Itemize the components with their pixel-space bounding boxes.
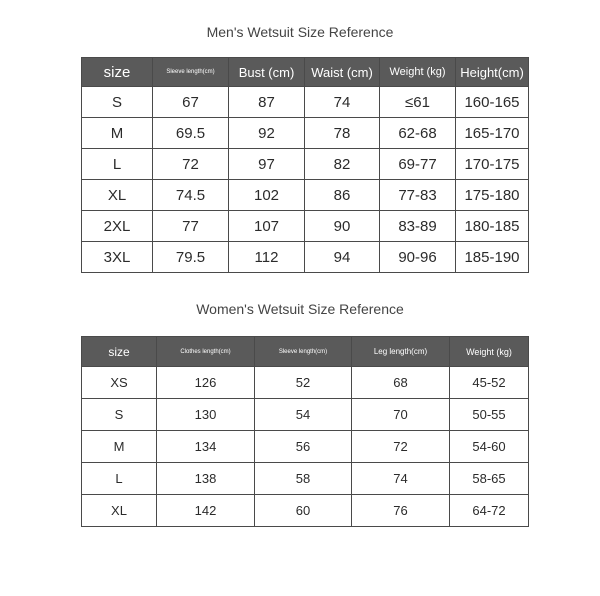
value-cell: 64-72 [450, 495, 529, 527]
header-cell: Height(cm) [456, 58, 529, 87]
value-cell: 102 [229, 180, 305, 211]
size-cell: XL [82, 495, 157, 527]
value-cell: 97 [229, 149, 305, 180]
header-cell: Waist (cm) [305, 58, 380, 87]
value-cell: ≤61 [380, 87, 456, 118]
value-cell: 185-190 [456, 242, 529, 273]
value-cell: 165-170 [456, 118, 529, 149]
table-row [82, 87, 529, 118]
table-row [82, 180, 529, 211]
value-cell: 94 [305, 242, 380, 273]
table-row [82, 431, 529, 463]
table-row [82, 463, 529, 495]
value-cell: 74.5 [153, 180, 229, 211]
header-cell: Weight (kg) [380, 58, 456, 87]
value-cell: 56 [255, 431, 352, 463]
value-cell: 60 [255, 495, 352, 527]
value-cell: 67 [153, 87, 229, 118]
size-cell: L [82, 149, 153, 180]
value-cell: 112 [229, 242, 305, 273]
size-cell: S [82, 87, 153, 118]
value-cell: 180-185 [456, 211, 529, 242]
value-cell: 130 [157, 399, 255, 431]
table-row [82, 149, 529, 180]
header-cell: Bust (cm) [229, 58, 305, 87]
value-cell: 134 [157, 431, 255, 463]
value-cell: 87 [229, 87, 305, 118]
value-cell: 107 [229, 211, 305, 242]
header-cell: size [82, 337, 157, 367]
value-cell: 90 [305, 211, 380, 242]
value-cell: 79.5 [153, 242, 229, 273]
mens-table-title: Men's Wetsuit Size Reference [206, 24, 394, 40]
value-cell: 170-175 [456, 149, 529, 180]
womens-size-table [81, 336, 529, 527]
value-cell: 160-165 [456, 87, 529, 118]
size-cell: XS [82, 367, 157, 399]
value-cell: 50-55 [450, 399, 529, 431]
table-row [82, 118, 529, 149]
value-cell: 72 [153, 149, 229, 180]
value-cell: 74 [305, 87, 380, 118]
table-row [82, 242, 529, 273]
table-header-row [82, 58, 529, 87]
table-row [82, 367, 529, 399]
value-cell: 77 [153, 211, 229, 242]
table-header-row [82, 337, 529, 367]
value-cell: 72 [352, 431, 450, 463]
mens-size-table [81, 57, 529, 273]
header-cell: size [82, 58, 153, 87]
value-cell: 76 [352, 495, 450, 527]
value-cell: 58 [255, 463, 352, 495]
header-cell: Sleeve length(cm) [153, 58, 229, 87]
header-cell: Weight (kg) [450, 337, 529, 367]
value-cell: 74 [352, 463, 450, 495]
value-cell: 77-83 [380, 180, 456, 211]
table-row [82, 399, 529, 431]
value-cell: 138 [157, 463, 255, 495]
value-cell: 69.5 [153, 118, 229, 149]
value-cell: 142 [157, 495, 255, 527]
value-cell: 83-89 [380, 211, 456, 242]
size-cell: 2XL [82, 211, 153, 242]
size-cell: S [82, 399, 157, 431]
value-cell: 62-68 [380, 118, 456, 149]
value-cell: 86 [305, 180, 380, 211]
value-cell: 45-52 [450, 367, 529, 399]
value-cell: 82 [305, 149, 380, 180]
value-cell: 175-180 [456, 180, 529, 211]
value-cell: 52 [255, 367, 352, 399]
value-cell: 54-60 [450, 431, 529, 463]
value-cell: 54 [255, 399, 352, 431]
value-cell: 69-77 [380, 149, 456, 180]
womens-table-title: Women's Wetsuit Size Reference [196, 301, 404, 317]
header-cell: Sleeve length(cm) [255, 337, 352, 367]
header-cell: Leg length(cm) [352, 337, 450, 367]
value-cell: 68 [352, 367, 450, 399]
header-cell: Clothes length(cm) [157, 337, 255, 367]
value-cell: 90-96 [380, 242, 456, 273]
size-cell: XL [82, 180, 153, 211]
table-row [82, 211, 529, 242]
value-cell: 126 [157, 367, 255, 399]
size-cell: L [82, 463, 157, 495]
size-cell: M [82, 118, 153, 149]
size-cell: 3XL [82, 242, 153, 273]
value-cell: 70 [352, 399, 450, 431]
value-cell: 58-65 [450, 463, 529, 495]
value-cell: 78 [305, 118, 380, 149]
table-row [82, 495, 529, 527]
value-cell: 92 [229, 118, 305, 149]
size-cell: M [82, 431, 157, 463]
